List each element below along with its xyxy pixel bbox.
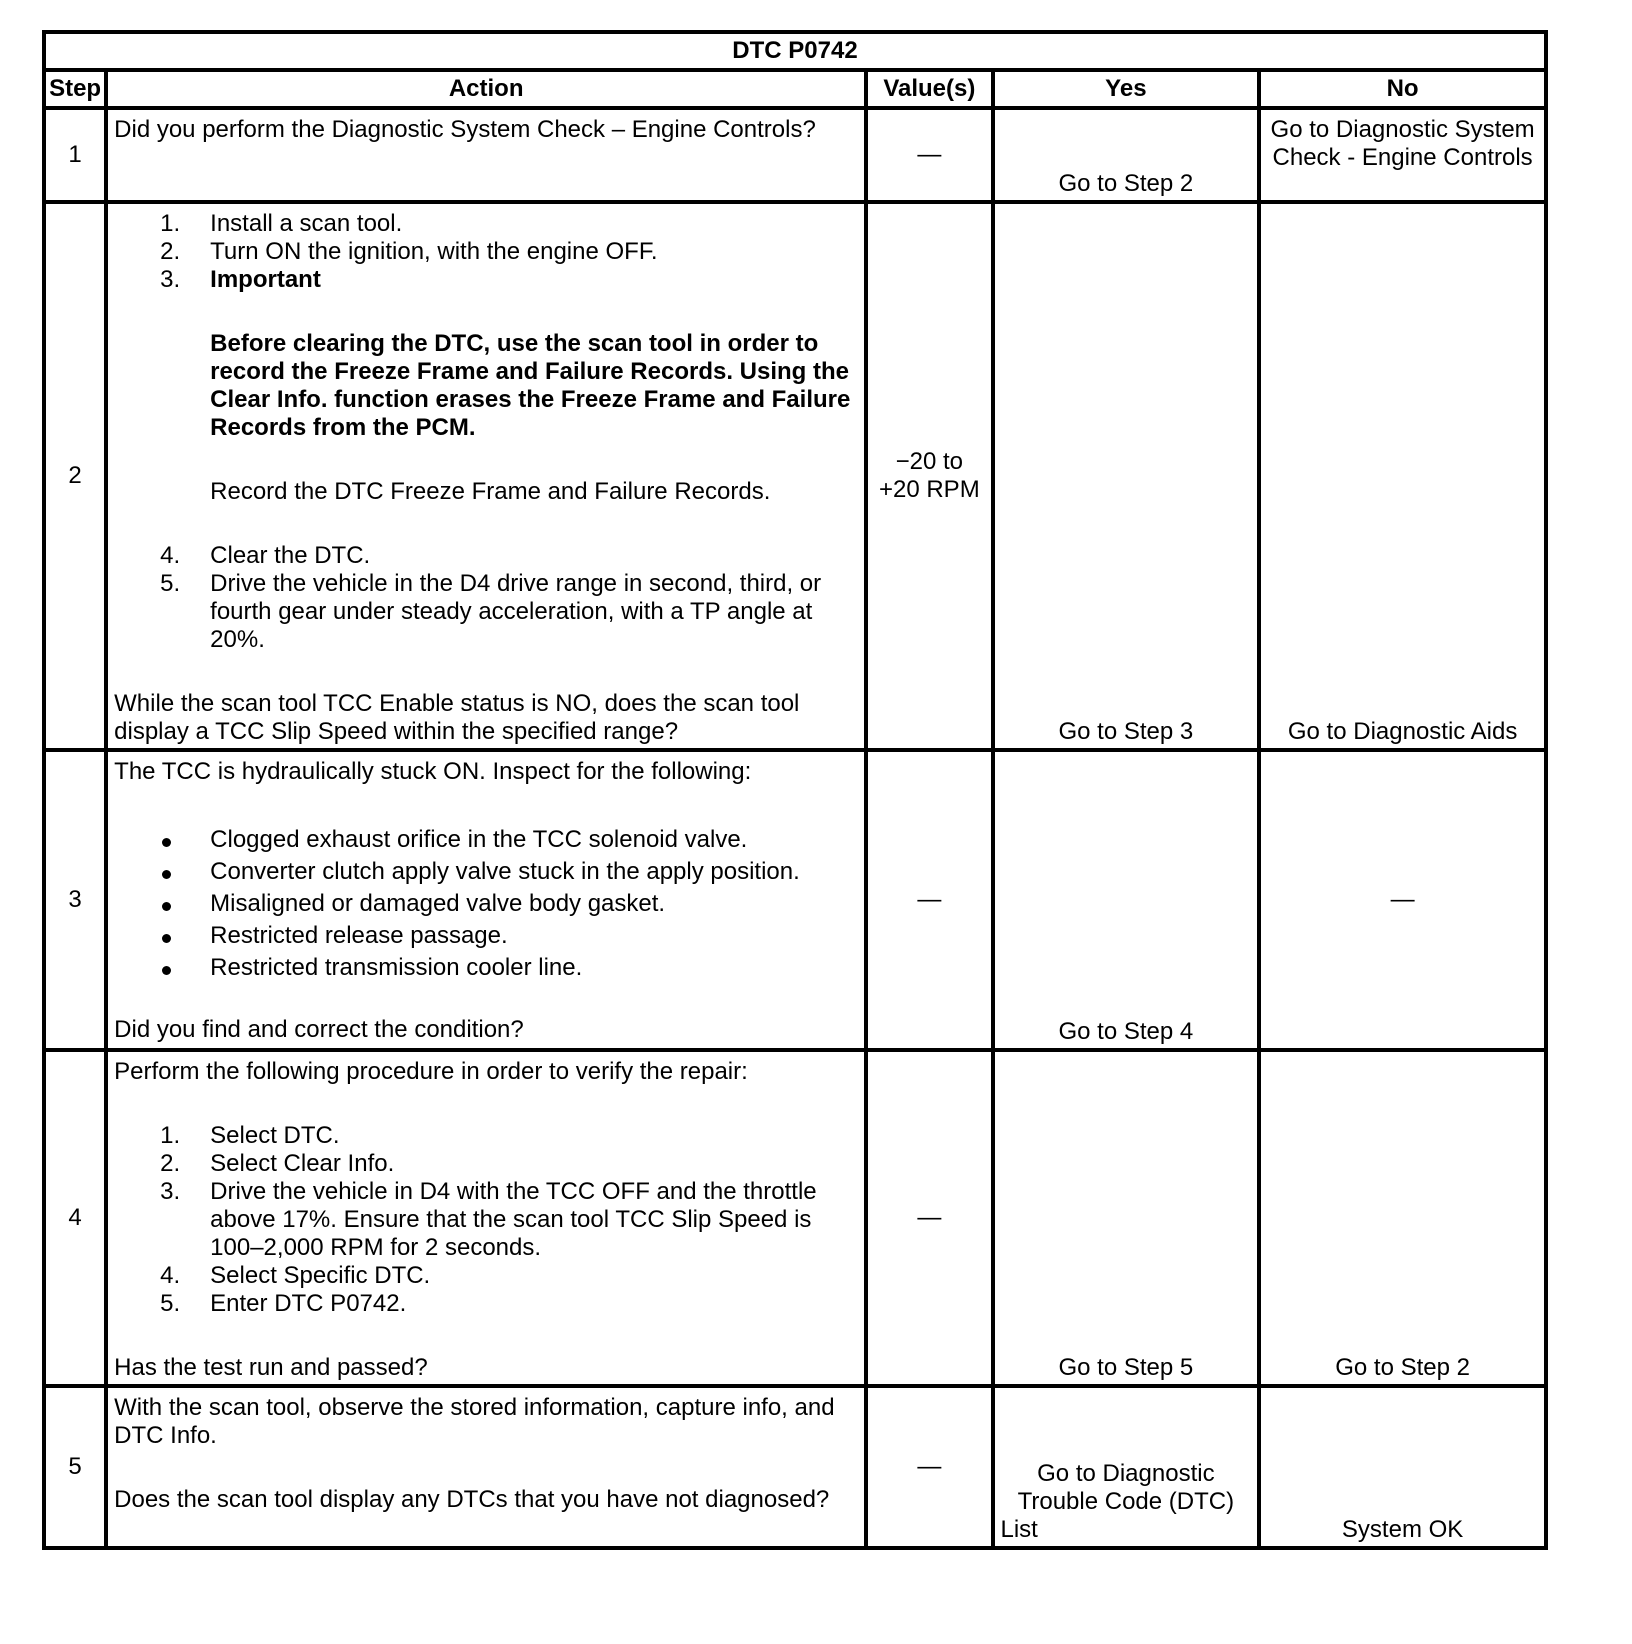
value-cell: — [866, 108, 992, 202]
list-number: 5. [160, 570, 181, 597]
bullet-dot [162, 966, 171, 975]
value-cell [866, 202, 992, 750]
list-text: Restricted transmission cooler line. [210, 954, 583, 981]
value-cell: — [866, 1050, 992, 1386]
question-text: Does the scan tool display any DTCs that you have not diagnosed? [114, 1486, 830, 1513]
list-item [114, 210, 856, 238]
list-text: Clogged exhaust orifice in the TCC solenoid valve. [210, 826, 748, 853]
no-cell [1259, 202, 1546, 750]
list-number: 2. [160, 1150, 181, 1177]
yes-text: Go to Step 3 [1058, 718, 1194, 745]
table-row [44, 108, 1546, 202]
list-text: Drive the vehicle in D4 with the TCC OFF and the throttle above 17%. Ensure that the scan tool TCC Slip Speed is 100–2,000 RPM for 2 seconds. [210, 1178, 817, 1261]
value-cell: — [866, 1386, 992, 1548]
list-item [114, 922, 856, 950]
list-text: Clear the DTC. [210, 542, 371, 569]
bullet-dot [162, 838, 171, 847]
list-number: 2. [160, 238, 181, 265]
list-text: Misaligned or damaged valve body gasket. [210, 890, 666, 917]
list-item [114, 1262, 856, 1290]
bullet-list [114, 826, 856, 982]
action-text: Did you perform the Diagnostic System Check – Engine Controls? [114, 116, 816, 143]
list-text: Install a scan tool. [210, 210, 403, 237]
question-text: Did you find and correct the condition? [114, 1016, 524, 1043]
header-no: No [1259, 70, 1546, 108]
list-number: 4. [160, 542, 181, 569]
intro-text: Perform the following procedure in order to verify the repair: [114, 1058, 748, 1085]
header-yes: Yes [993, 70, 1260, 108]
no-text-line: Go to Diagnostic System [1270, 116, 1535, 143]
procedure-list [114, 542, 856, 654]
list-text: Select DTC. [210, 1122, 340, 1149]
no-text: Go to Diagnostic Aids [1287, 718, 1518, 745]
yes-cell [993, 750, 1260, 1050]
list-item [114, 570, 856, 654]
list-item [114, 1290, 856, 1318]
list-item [114, 890, 856, 918]
yes-text-line: List [1000, 1516, 1038, 1543]
no-text: System OK [1341, 1516, 1464, 1543]
list-number: 3. [160, 1178, 181, 1205]
list-text: Drive the vehicle in the D4 drive range in second, third, or fourth gear under steady acceleration, with a TP angle at 20%. [210, 570, 822, 653]
no-cell [1259, 1386, 1546, 1548]
step-number: 5 [44, 1386, 106, 1548]
title-row [44, 32, 1546, 70]
important-note: Before clearing the DTC, use the scan tool in order to record the Freeze Frame and Failure Records. Using the Clear Info. function erases the Freeze Frame and Failure Records from the PCM. [210, 330, 851, 441]
bullet-dot [162, 870, 171, 879]
table-title: DTC P0742 [44, 32, 1546, 70]
no-cell [1259, 108, 1546, 202]
yes-text: Go to Step 4 [1058, 1018, 1194, 1045]
dtc-table [42, 30, 1548, 1550]
list-item [114, 266, 856, 506]
step-number: 4 [44, 1050, 106, 1386]
header-action: Action [106, 70, 866, 108]
action-cell [106, 1386, 866, 1548]
list-number: 4. [160, 1262, 181, 1289]
record-text: Record the DTC Freeze Frame and Failure Records. [210, 478, 771, 505]
intro-text: With the scan tool, observe the stored information, capture info, and DTC Info. [114, 1394, 835, 1449]
bullet-dot [162, 902, 171, 911]
list-item [114, 858, 856, 886]
list-text: Converter clutch apply valve stuck in the apply position. [210, 858, 800, 885]
list-item [114, 1150, 856, 1178]
question-text: While the scan tool TCC Enable status is NO, does the scan tool display a TCC Slip Speed within the specified range? [114, 690, 800, 745]
table-row [44, 1386, 1546, 1548]
yes-cell [993, 1386, 1260, 1548]
step-number: 3 [44, 750, 106, 1050]
yes-text-line: Go to Diagnostic [1037, 1460, 1215, 1487]
header-values: Value(s) [866, 70, 992, 108]
list-item [114, 1122, 856, 1150]
list-number: 5. [160, 1290, 181, 1317]
action-cell [106, 1050, 866, 1386]
action-cell [106, 202, 866, 750]
table-row [44, 750, 1546, 1050]
action-cell [106, 108, 866, 202]
list-number: 1. [160, 1122, 181, 1149]
value-line: −20 to [895, 448, 964, 475]
header-step: Step [44, 70, 106, 108]
list-item [114, 954, 856, 982]
value-cell: — [866, 750, 992, 1050]
yes-text-line: Trouble Code (DTC) [1017, 1488, 1235, 1515]
yes-text: Go to Step 5 [1058, 1354, 1194, 1381]
important-label: Important [210, 266, 321, 293]
list-text: Turn ON the ignition, with the engine OFF. [210, 238, 658, 265]
table-row [44, 1050, 1546, 1386]
list-text: Restricted release passage. [210, 922, 508, 949]
yes-text [1001, 1460, 1258, 1544]
question-text: Has the test run and passed? [114, 1354, 428, 1381]
action-cell [106, 750, 866, 1050]
intro-text: The TCC is hydraulically stuck ON. Inspect for the following: [114, 758, 752, 785]
no-text [1261, 116, 1544, 172]
list-number: 1. [160, 210, 181, 237]
step-number: 1 [44, 108, 106, 202]
list-number: 3. [160, 266, 181, 293]
no-cell [1259, 1050, 1546, 1386]
yes-text: Go to Step 2 [1058, 170, 1194, 197]
yes-cell [993, 202, 1260, 750]
list-text: Select Clear Info. [210, 1150, 395, 1177]
list-item [114, 542, 856, 570]
procedure-list [114, 210, 856, 506]
list-item [114, 826, 856, 854]
step-number: 2 [44, 202, 106, 750]
list-item [114, 1178, 856, 1262]
dtc-document [42, 30, 1548, 1550]
yes-cell [993, 108, 1260, 202]
list-text: Select Specific DTC. [210, 1262, 431, 1289]
bullet-dot [162, 934, 171, 943]
no-cell [1259, 750, 1546, 1050]
procedure-list [114, 1122, 856, 1318]
value-line: +20 RPM [878, 476, 980, 503]
list-text: Enter DTC P0742. [210, 1290, 407, 1317]
no-text-line: Check - Engine Controls [1272, 144, 1533, 171]
list-item [114, 238, 856, 266]
yes-cell [993, 1050, 1260, 1386]
no-text: — [1390, 886, 1415, 913]
table-row [44, 202, 1546, 750]
no-text: Go to Step 2 [1335, 1354, 1470, 1381]
header-row [44, 70, 1546, 108]
